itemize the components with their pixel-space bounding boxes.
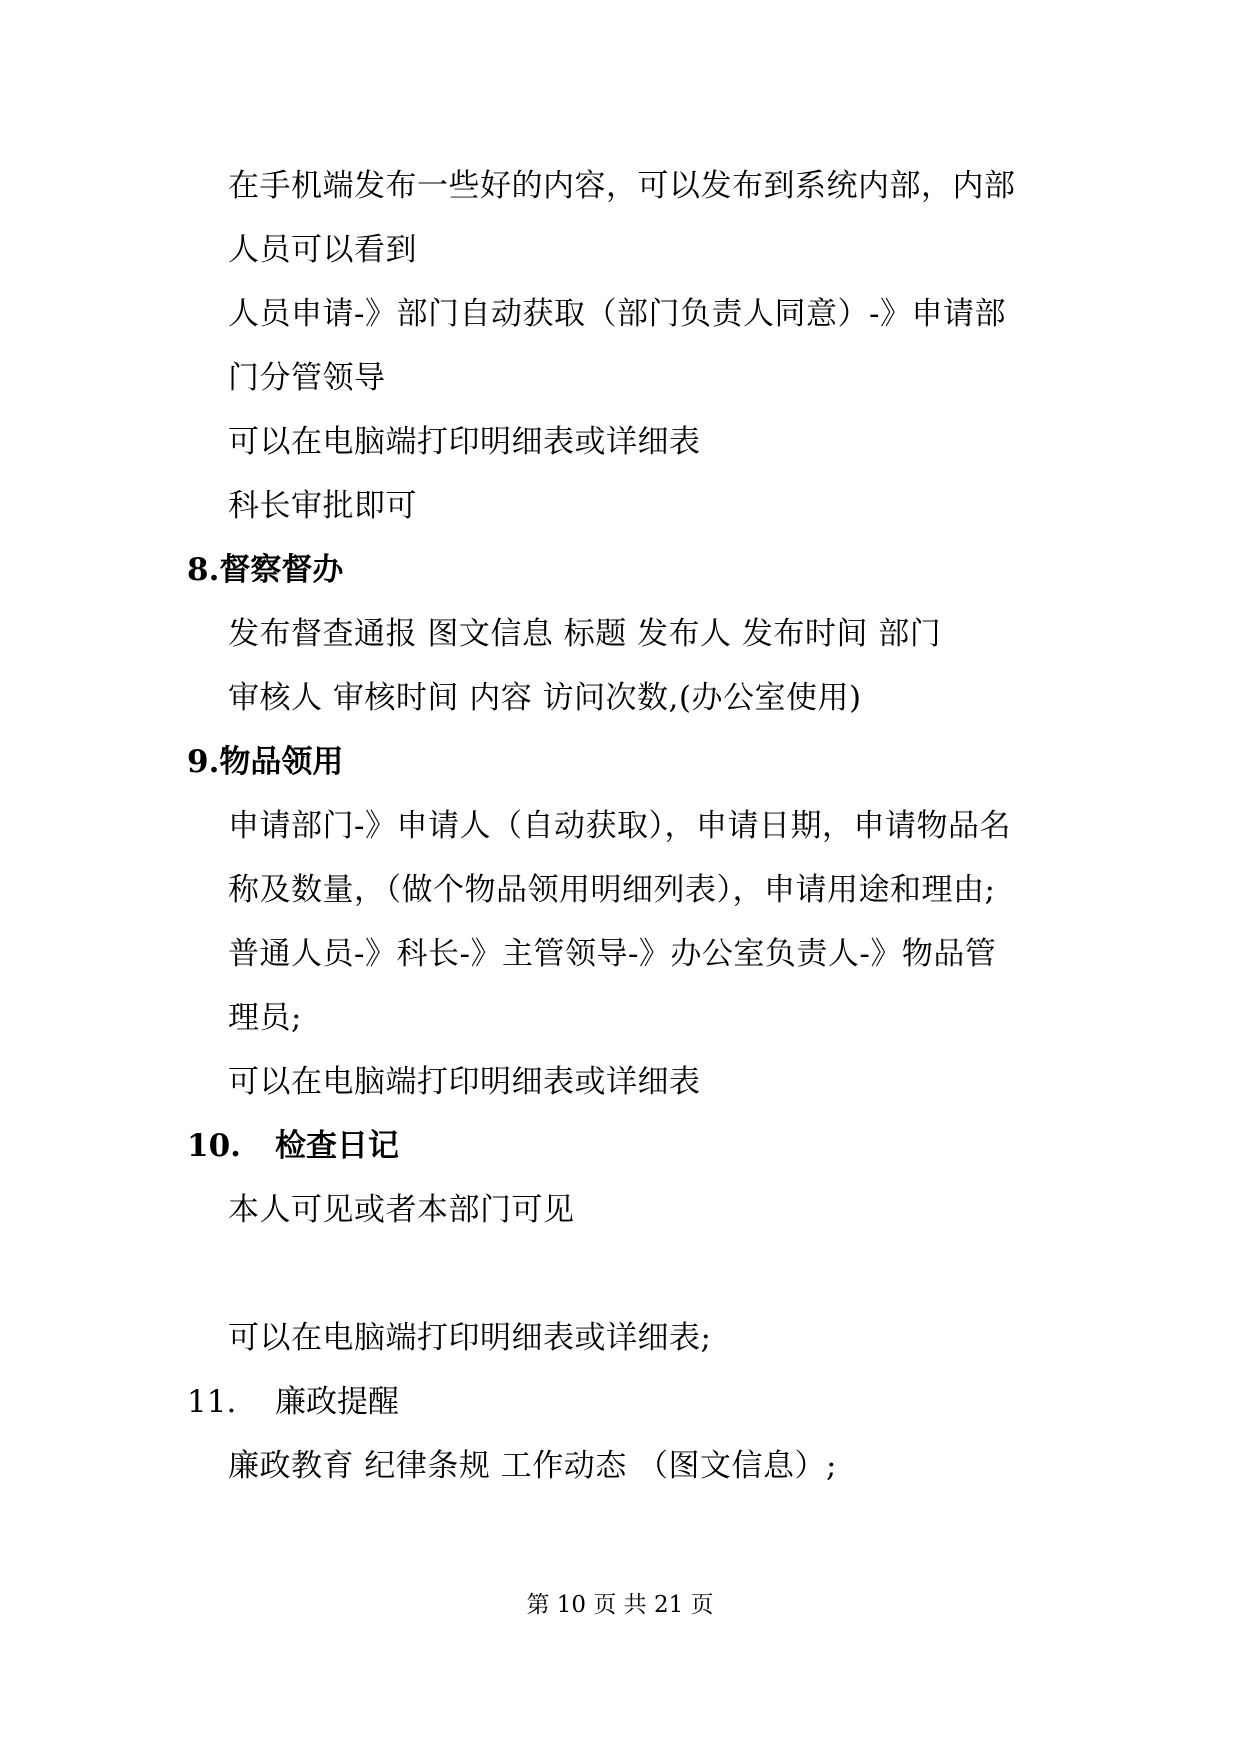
text-line: 科长审批即可 <box>228 488 417 524</box>
page-footer: 第 10 页 共 21 页 <box>526 1592 714 1618</box>
section-heading-10 <box>187 1126 399 1166</box>
section-number: 8. <box>187 552 220 588</box>
section-number: 9. <box>187 744 220 780</box>
text-line: 可以在电脑端打印明细表或详细表 <box>228 1064 701 1100</box>
text-line: 可以在电脑端打印明细表或详细表; <box>228 1320 712 1356</box>
section-heading-11 <box>187 1382 399 1422</box>
section-title: 督察督办 <box>219 552 344 588</box>
section-heading-9 <box>187 742 343 782</box>
text-line: 廉政教育 纪律条规 工作动态 （图文信息）; <box>228 1448 838 1484</box>
section-title: 廉政提醒 <box>275 1384 399 1420</box>
text-line: 门分管领导 <box>228 360 386 396</box>
section-number: 10. <box>187 1128 241 1164</box>
text-line: 理员; <box>228 1000 302 1036</box>
text-line: 申请部门-》申请人（自动获取），申请日期，申请物品名 <box>228 808 1011 844</box>
section-number: 11. <box>187 1384 237 1420</box>
text-line: 可以在电脑端打印明细表或详细表 <box>228 424 701 460</box>
text-line: 称及数量，（做个物品领用明细列表），申请用途和理由; <box>228 872 996 908</box>
section-title: 物品领用 <box>219 744 344 780</box>
section-heading-8 <box>187 550 343 590</box>
text-line: 人员可以看到 <box>228 232 417 268</box>
text-line: 在手机端发布一些好的内容，可以发布到系统内部，内部 <box>228 168 1016 204</box>
section-title: 检查日记 <box>275 1128 399 1164</box>
text-line: 普通人员-》科长-》主管领导-》办公室负责人-》物品管 <box>228 936 997 972</box>
text-line: 人员申请-》部门自动获取（部门负责人同意）-》申请部 <box>228 296 1006 332</box>
text-line: 本人可见或者本部门可见 <box>228 1192 575 1228</box>
text-line: 发布督查通报 图文信息 标题 发布人 发布时间 部门 <box>228 616 942 652</box>
text-line: 审核人 审核时间 内容 访问次数,(办公室使用) <box>228 680 862 716</box>
